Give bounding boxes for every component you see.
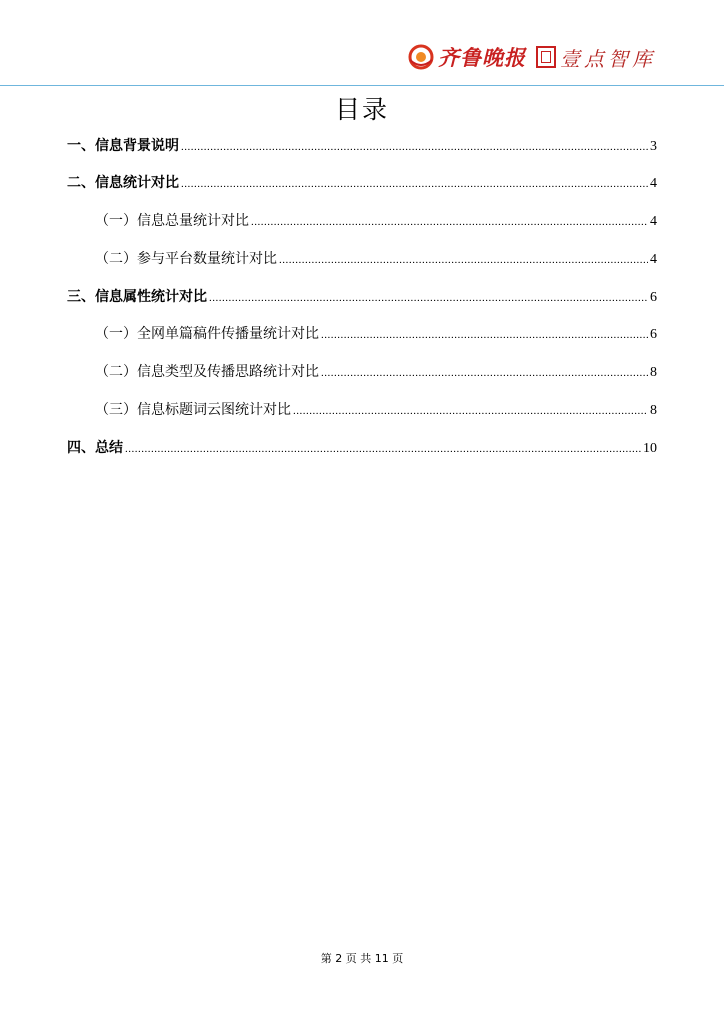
toc-leader-dots bbox=[279, 250, 648, 270]
toc-entry-page: 4 bbox=[650, 176, 657, 191]
toc-entry-label: （二）信息类型及传播思路统计对比 bbox=[95, 364, 319, 380]
toc-entry-label: 三、信息属性统计对比 bbox=[67, 289, 207, 305]
toc-entry-label: （二）参与平台数量统计对比 bbox=[95, 251, 277, 267]
logo-text-thinktank: 壹点智库 bbox=[560, 46, 656, 71]
toc-entry-page: 10 bbox=[643, 441, 657, 456]
toc-entry-page: 8 bbox=[650, 403, 657, 418]
toc-entry[interactable] bbox=[95, 324, 657, 345]
page-footer: 第 2 页 共 11 页 bbox=[320, 952, 404, 965]
toc-entry-page: 6 bbox=[650, 290, 657, 305]
header-rule bbox=[0, 85, 724, 86]
toc-entry-label: （一）信息总量统计对比 bbox=[95, 213, 249, 229]
logo-text-newspaper: 齐鲁晚报 bbox=[438, 45, 526, 70]
seal-icon bbox=[536, 46, 556, 68]
toc-entry-page: 6 bbox=[650, 327, 657, 342]
toc-entry-page: 4 bbox=[650, 214, 657, 229]
toc-leader-dots bbox=[125, 439, 641, 459]
toc-leader-dots bbox=[251, 212, 648, 232]
toc-leader-dots bbox=[321, 363, 648, 383]
toc-entry[interactable] bbox=[67, 136, 657, 157]
toc-leader-dots bbox=[181, 137, 648, 157]
toc-entry-label: （三）信息标题词云图统计对比 bbox=[95, 402, 291, 418]
toc-entry[interactable] bbox=[67, 438, 657, 459]
toc-entry-page: 4 bbox=[650, 252, 657, 267]
toc-leader-dots bbox=[181, 174, 648, 194]
toc-entry[interactable] bbox=[67, 173, 657, 194]
toc-entry-label: 二、信息统计对比 bbox=[67, 175, 179, 191]
toc-entry[interactable] bbox=[95, 249, 657, 270]
sun-logo-icon bbox=[408, 44, 434, 70]
toc-entry[interactable] bbox=[95, 211, 657, 232]
toc-leader-dots bbox=[293, 401, 648, 421]
toc-entry[interactable] bbox=[67, 287, 657, 308]
toc-leader-dots bbox=[209, 288, 648, 308]
toc-entry-page: 3 bbox=[650, 139, 657, 154]
toc-entry[interactable] bbox=[95, 362, 657, 383]
toc-entry-label: 一、信息背景说明 bbox=[67, 138, 179, 154]
toc-entry-label: 四、总结 bbox=[67, 440, 123, 456]
page-title: 目录 bbox=[334, 95, 389, 124]
header-logo bbox=[408, 40, 656, 74]
toc-entry-page: 8 bbox=[650, 365, 657, 380]
toc-leader-dots bbox=[321, 325, 648, 345]
toc-entry[interactable] bbox=[95, 400, 657, 421]
toc-entry-label: （一）全网单篇稿件传播量统计对比 bbox=[95, 326, 319, 342]
